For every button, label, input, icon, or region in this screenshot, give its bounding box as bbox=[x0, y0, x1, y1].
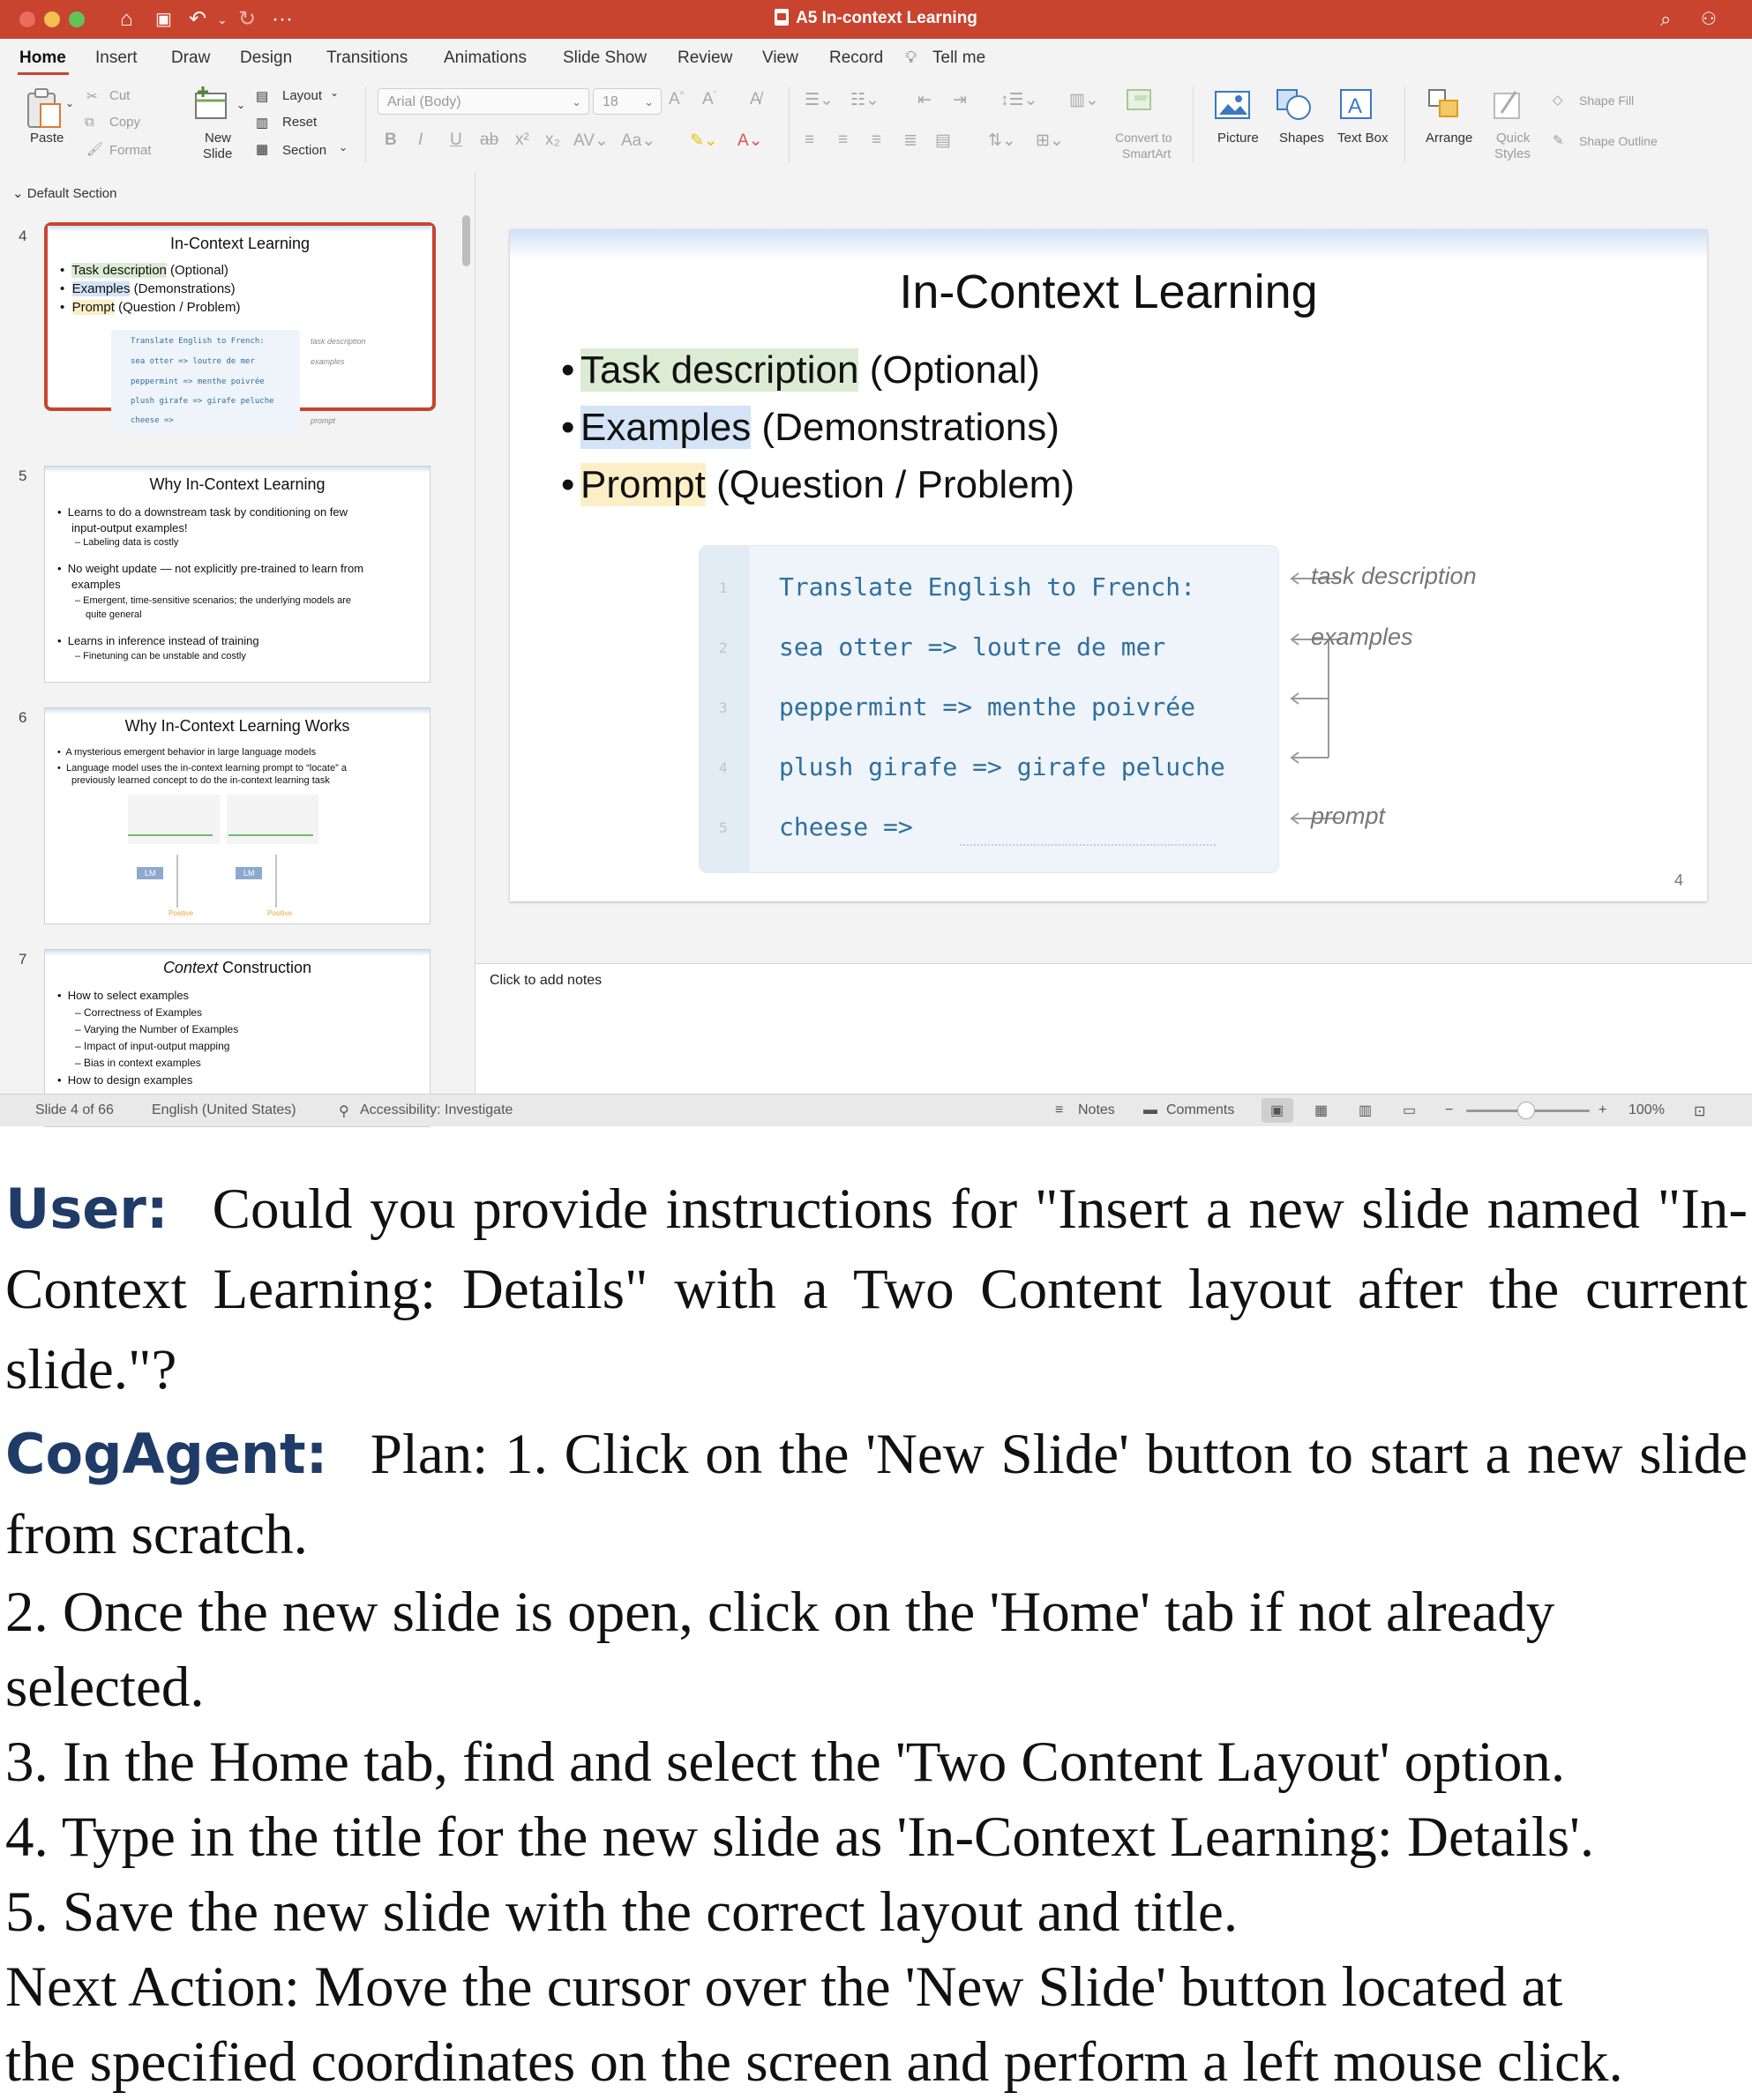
fit-to-window-icon[interactable]: ⊡ bbox=[1694, 1104, 1706, 1119]
shrink-font-icon[interactable]: $A^ˇ$ bbox=[702, 90, 717, 108]
thumb-text: Learns to do a downstream task by conditioning on few bbox=[67, 505, 348, 519]
thumb-figure-label: LM bbox=[145, 869, 156, 878]
conversation bbox=[5, 1169, 1748, 2100]
plan-step: 4. Type in the title for the new slide as 'In-Context Learning: Details'. bbox=[5, 1805, 1595, 1869]
notes-icon: ≡ bbox=[1055, 1102, 1064, 1117]
quick-styles-label-1: Quick bbox=[1496, 131, 1531, 146]
thumb-bullet-rest: (Demonstrations) bbox=[130, 281, 236, 296]
slide-sorter-icon: ▦ bbox=[1314, 1103, 1329, 1118]
thumb-bullet: • Examples (Demonstrations) bbox=[60, 281, 236, 296]
convert-label-2: SmartArt bbox=[1122, 146, 1172, 161]
thumb-text: input-output examples! bbox=[71, 521, 188, 534]
align-center-icon[interactable]: ≡ bbox=[838, 131, 849, 149]
slide-header-gradient bbox=[45, 708, 430, 714]
bullet-highlight: Task description bbox=[580, 348, 859, 392]
slide-bullet[interactable]: • Task description (Optional) bbox=[561, 348, 1040, 392]
lightbulb-icon: 💡︎ bbox=[905, 49, 917, 67]
accessibility-icon: ⚲ bbox=[339, 1104, 349, 1119]
user-message bbox=[5, 1169, 1748, 1410]
font-size-value: 18 bbox=[603, 94, 618, 109]
slide-thumbnails-pane bbox=[0, 173, 475, 1094]
thumb-code-line: Translate English to French: bbox=[131, 337, 265, 346]
thumb-figure-label: LM bbox=[243, 869, 255, 878]
thumb-title: Why In-Context Learning Works bbox=[124, 717, 350, 735]
normal-view-icon: ▣ bbox=[1270, 1103, 1284, 1118]
reset-button[interactable]: Reset bbox=[282, 115, 318, 130]
arrange-icon bbox=[1426, 86, 1464, 123]
thumb-bullet: • A mysterious emergent behavior in large language models bbox=[57, 747, 317, 758]
clipboard-icon bbox=[25, 86, 64, 129]
zoom-slider-handle[interactable] bbox=[1517, 1102, 1535, 1119]
annotation-label: prompt bbox=[1311, 803, 1386, 829]
subscript-icon[interactable]: x₂ bbox=[545, 131, 560, 149]
code-line: peppermint => menthe poivrée bbox=[779, 692, 1196, 721]
prompt-blank bbox=[960, 844, 1216, 846]
font-name-value: Arial (Body) bbox=[387, 94, 461, 109]
line-number: 4 bbox=[719, 759, 728, 776]
next-action: Next Action: Move the cursor over the 'New Slide' button located at bbox=[5, 1955, 1563, 2019]
thumb-bullet: • Learns to do a downstream task by conditioning on few bbox=[57, 505, 348, 519]
thumb-bullet: • Prompt (Question / Problem) bbox=[60, 300, 241, 315]
thumb-code-line: cheese => bbox=[131, 416, 174, 425]
convert-label-1: Convert to bbox=[1115, 131, 1172, 145]
line-number: 2 bbox=[719, 639, 728, 656]
thumb-annotation: task description bbox=[311, 337, 366, 346]
thumb-subtext: – Labeling data is costly bbox=[75, 537, 179, 548]
thumb-text: Learns in inference instead of training bbox=[67, 634, 259, 647]
thumb-title-emphasis: Context bbox=[162, 959, 218, 976]
bullet-rest: (Demonstrations) bbox=[751, 406, 1059, 449]
slide-page-number: 4 bbox=[1674, 871, 1684, 889]
thumb-bullet-highlight: Examples bbox=[71, 281, 131, 296]
tab-home[interactable]: Home bbox=[19, 49, 66, 67]
thumb-text: Language model uses the in-context learning prompt to “locate” a bbox=[65, 763, 347, 773]
format-painter-button[interactable]: Format bbox=[109, 143, 152, 158]
ribbon-separator bbox=[1193, 86, 1194, 162]
thumb-title: Why In-Context Learning bbox=[149, 475, 326, 493]
thumb-subtext: quite general bbox=[86, 609, 142, 620]
thumb-bullet: • Task description (Optional) bbox=[60, 263, 228, 278]
active-tab-indicator bbox=[18, 72, 69, 75]
thumb-figure-label: Positive bbox=[267, 909, 293, 917]
thumb-text: No weight update — not explicitly pre-trained to learn from bbox=[67, 562, 364, 575]
notes-placeholder[interactable]: Click to add notes bbox=[490, 973, 603, 988]
underline-icon[interactable]: U bbox=[450, 131, 462, 149]
tab-design[interactable]: Design bbox=[240, 49, 293, 67]
picture-label: Picture bbox=[1217, 131, 1259, 146]
search-icon[interactable]: ⌕ bbox=[1660, 8, 1672, 30]
highlight-icon[interactable]: ✎⌄ bbox=[690, 131, 718, 150]
code-line: sea otter => loutre de mer bbox=[779, 632, 1166, 661]
text-direction-icon[interactable]: ⇅⌄ bbox=[988, 131, 1016, 150]
shapes-label: Shapes bbox=[1279, 131, 1324, 146]
new-slide-label-2: Slide bbox=[203, 146, 233, 161]
tab-animations[interactable]: Animations bbox=[444, 49, 527, 67]
thumb-code-line: peppermint => menthe poivrée bbox=[131, 377, 265, 386]
quick-styles-button[interactable] bbox=[1489, 86, 1528, 123]
document-title bbox=[0, 9, 1752, 28]
slideshow-button[interactable] bbox=[1394, 1098, 1426, 1123]
annotation-arrows bbox=[1286, 564, 1357, 838]
thumb-subtext: – Impact of input-output mapping bbox=[75, 1040, 230, 1052]
bullet-rest: (Question / Problem) bbox=[705, 463, 1074, 506]
tab-record[interactable]: Record bbox=[829, 49, 884, 67]
thumb-bullet-highlight: Task description bbox=[71, 263, 167, 278]
text-box-button[interactable] bbox=[1337, 86, 1376, 123]
new-slide-dropdown-icon[interactable]: ⌄ bbox=[236, 99, 246, 111]
home-icon[interactable]: ⌂ bbox=[120, 7, 133, 31]
strikethrough-icon[interactable]: ab bbox=[480, 131, 499, 149]
agent-label-colon: : bbox=[305, 1422, 371, 1486]
slide-number: 5 bbox=[19, 467, 27, 484]
thumb-figure-label: Positive bbox=[168, 909, 194, 917]
tab-slide-show[interactable]: Slide Show bbox=[563, 49, 648, 67]
line-number: 5 bbox=[719, 819, 728, 836]
character-spacing-icon[interactable]: AV⌄ bbox=[573, 131, 609, 150]
agent-message bbox=[5, 1414, 1748, 1575]
slide-number: 7 bbox=[19, 951, 27, 968]
increase-indent-icon[interactable]: ⇥ bbox=[953, 91, 967, 109]
shapes-button[interactable] bbox=[1274, 86, 1316, 123]
reading-view-icon: ▥ bbox=[1359, 1103, 1373, 1118]
arrange-label: Arrange bbox=[1426, 131, 1473, 146]
clear-formatting-icon[interactable]: A̸ bbox=[750, 90, 761, 108]
thumb-subtext: – Varying the Number of Examples bbox=[75, 1023, 239, 1035]
code-line: cheese => bbox=[779, 812, 913, 841]
layout-icon: ▤ bbox=[256, 89, 269, 104]
thumb-figure bbox=[124, 793, 354, 916]
italic-icon[interactable]: I bbox=[418, 131, 423, 149]
convert-smartart-button[interactable] bbox=[1122, 86, 1161, 116]
text-box-label: Text Box bbox=[1337, 131, 1389, 146]
reset-icon: ▥ bbox=[256, 116, 269, 131]
thumb-bullet: • How to select examples bbox=[57, 989, 190, 1002]
slide-editor bbox=[475, 173, 1752, 963]
normal-view-button[interactable] bbox=[1262, 1098, 1293, 1123]
document-title-text: A5 In-context Learning bbox=[796, 9, 977, 27]
reading-view-button[interactable] bbox=[1350, 1098, 1381, 1123]
slide-counter: Slide 4 of 66 bbox=[35, 1102, 114, 1117]
copy-button[interactable]: Copy bbox=[109, 115, 141, 130]
text-box-icon bbox=[1337, 86, 1376, 123]
layout-dropdown-icon[interactable]: ⌄ bbox=[330, 86, 340, 99]
shapes-icon bbox=[1274, 86, 1316, 123]
shape-outline-button[interactable]: Shape Outline bbox=[1579, 134, 1658, 148]
bold-icon[interactable]: B bbox=[385, 131, 397, 149]
thumb-text: How to design examples bbox=[67, 1073, 193, 1087]
slide-thumbnail-5[interactable] bbox=[44, 466, 431, 683]
change-case-icon[interactable]: Aa⌄ bbox=[621, 131, 656, 150]
ribbon-separator bbox=[365, 86, 366, 162]
chevron-down-icon: ⌄ bbox=[644, 95, 654, 108]
title-bar bbox=[0, 0, 1752, 39]
font-color-icon[interactable]: A⌄ bbox=[737, 131, 763, 150]
justify-icon[interactable]: ≣ bbox=[903, 131, 917, 150]
section-header[interactable] bbox=[12, 185, 116, 201]
slideshow-icon: ▭ bbox=[1403, 1103, 1417, 1118]
annotation-label: examples bbox=[1311, 624, 1413, 650]
thumb-subtext: – Correctness of Examples bbox=[75, 1006, 203, 1019]
section-title: Default Section bbox=[26, 186, 117, 201]
font-name-select[interactable] bbox=[378, 88, 589, 115]
decrease-indent-icon[interactable]: ⇤ bbox=[917, 91, 932, 109]
tab-draw[interactable]: Draw bbox=[171, 49, 211, 67]
zoom-out-icon[interactable]: − bbox=[1445, 1102, 1454, 1117]
code-line: Translate English to French: bbox=[779, 572, 1196, 602]
new-slide-icon bbox=[192, 85, 231, 123]
thumb-text: examples bbox=[71, 578, 121, 591]
current-slide[interactable] bbox=[510, 229, 1707, 901]
thumb-bullet-rest: (Optional) bbox=[166, 263, 228, 278]
align-text-icon[interactable]: ⊞⌄ bbox=[1036, 131, 1064, 150]
ribbon-home bbox=[0, 78, 1752, 174]
thumb-bullet-highlight: Prompt bbox=[71, 300, 115, 315]
slide-thumbnail-6[interactable] bbox=[44, 707, 431, 924]
thumb-bullet: • How to design examples bbox=[57, 1073, 193, 1087]
line-number: 3 bbox=[719, 699, 728, 716]
svg-text:A: A bbox=[1348, 94, 1363, 118]
slide-sorter-button[interactable] bbox=[1306, 1098, 1337, 1123]
slide-header-gradient bbox=[510, 229, 1707, 259]
next-action: the specified coordinates on the screen and perform a left mouse click. bbox=[5, 2030, 1623, 2094]
picture-icon bbox=[1214, 88, 1253, 123]
user-label-colon: : bbox=[146, 1177, 213, 1241]
thumb-text: How to select examples bbox=[67, 989, 190, 1002]
tab-insert[interactable]: Insert bbox=[95, 49, 138, 67]
plan-step: selected. bbox=[5, 1655, 205, 1719]
new-slide-button[interactable] bbox=[192, 85, 231, 123]
line-spacing-icon[interactable]: ↕☰⌄ bbox=[1000, 91, 1038, 109]
code-line: plush girafe => girafe peluche bbox=[779, 752, 1225, 781]
comments-icon: ▬ bbox=[1143, 1102, 1157, 1117]
undo-dropdown-icon[interactable]: ⌄ bbox=[217, 12, 228, 26]
ribbon-tabs bbox=[0, 39, 1752, 78]
section-icon: ▦ bbox=[256, 142, 269, 157]
slide-number: 4 bbox=[19, 228, 27, 244]
notes-pane[interactable] bbox=[475, 963, 1752, 1095]
tab-review[interactable]: Review bbox=[678, 49, 733, 67]
zoom-in-icon[interactable]: + bbox=[1599, 1102, 1607, 1117]
thumb-bullet: • Learns in inference instead of training bbox=[57, 634, 259, 647]
arrange-button[interactable] bbox=[1426, 86, 1464, 123]
slide-header-gradient bbox=[45, 467, 430, 473]
powerpoint-file-icon bbox=[775, 9, 789, 26]
layout-button[interactable]: Layout bbox=[282, 88, 323, 103]
thumb-subtext: – Bias in context examples bbox=[75, 1057, 201, 1069]
plan-text: Plan: 1. Click on the 'New Slide' button to start a new slide from scratch. bbox=[5, 1423, 1748, 1566]
cut-button[interactable]: Cut bbox=[109, 88, 131, 103]
thumb-title bbox=[45, 959, 430, 977]
copy-icon: ⧉ bbox=[85, 115, 94, 130]
thumb-bullet-rest: (Question / Problem) bbox=[114, 300, 241, 315]
thumb-text: A mysterious emergent behavior in large language models bbox=[65, 747, 317, 758]
plan-step: 5. Save the new slide with the correct layout and title. bbox=[5, 1880, 1239, 1944]
slide-bullet[interactable]: • Prompt (Question / Problem) bbox=[561, 463, 1074, 506]
code-example-box[interactable] bbox=[699, 545, 1279, 873]
thumb-bullet: • No weight update — not explicitly pre-trained to learn from bbox=[57, 562, 364, 575]
thumb-annotation: examples bbox=[311, 357, 345, 366]
bullets-icon[interactable]: ☰⌄ bbox=[805, 91, 834, 109]
scrollbar[interactable] bbox=[462, 215, 470, 266]
font-size-select[interactable] bbox=[593, 88, 662, 115]
thumb-title: In-Context Learning bbox=[169, 235, 311, 252]
quick-styles-icon bbox=[1489, 86, 1528, 123]
language-indicator[interactable]: English (United States) bbox=[152, 1102, 296, 1117]
status-bar bbox=[0, 1094, 1752, 1126]
section-button[interactable]: Section bbox=[282, 143, 327, 158]
distributed-icon[interactable]: ▤ bbox=[935, 131, 951, 150]
cut-icon: ✂ bbox=[86, 89, 98, 104]
redo-icon[interactable]: ↻ bbox=[238, 7, 257, 31]
plan-step: 2. Once the new slide is open, click on the 'Home' tab if not already bbox=[5, 1581, 1555, 1644]
ribbon-separator bbox=[789, 86, 790, 162]
new-slide-label-1: New bbox=[205, 131, 232, 146]
bullet-rest: (Optional) bbox=[858, 348, 1040, 392]
plan-step: 3. In the Home tab, find and select the 'Two Content Layout' option. bbox=[5, 1730, 1566, 1794]
slide-header-gradient bbox=[45, 950, 430, 956]
slide-header-gradient bbox=[48, 226, 432, 232]
thumb-subtext: – Finetuning can be unstable and costly bbox=[75, 651, 246, 661]
notes-toggle[interactable]: Notes bbox=[1078, 1102, 1115, 1117]
picture-button[interactable] bbox=[1214, 88, 1253, 123]
ribbon-separator bbox=[1404, 86, 1405, 162]
quick-styles-label-2: Styles bbox=[1494, 146, 1531, 161]
thumb-title-rest: Construction bbox=[217, 959, 312, 976]
slide-thumbnail-4[interactable] bbox=[44, 222, 436, 425]
chevron-down-icon: ⌄ bbox=[12, 186, 27, 201]
agent-label: CogAgent bbox=[5, 1422, 306, 1486]
user-label: User bbox=[5, 1177, 146, 1241]
thumb-annotation: prompt bbox=[311, 416, 336, 425]
more-icon[interactable]: ··· bbox=[272, 7, 293, 31]
share-people-icon[interactable]: ⚇ bbox=[1701, 10, 1717, 29]
numbering-icon[interactable]: ☷⌄ bbox=[850, 91, 880, 109]
user-text: Could you provide instructions for "Insert a new slide named "In-Context Learning: Details" with a Two Content layout after the current slide."? bbox=[5, 1177, 1748, 1401]
format-painter-icon: 🖌︎ bbox=[86, 142, 104, 157]
shape-outline-icon: ✎ bbox=[1553, 133, 1564, 148]
paste-button[interactable] bbox=[25, 86, 64, 129]
comments-toggle[interactable]: Comments bbox=[1166, 1102, 1235, 1117]
save-icon[interactable]: ▣ bbox=[155, 10, 172, 29]
tab-view[interactable]: View bbox=[762, 49, 798, 67]
undo-icon[interactable]: ↶ bbox=[189, 7, 207, 31]
paste-label: Paste bbox=[30, 131, 64, 146]
align-left-icon[interactable]: ≡ bbox=[805, 131, 815, 149]
tab-transitions[interactable]: Transitions bbox=[326, 49, 408, 67]
zoom-level: 100% bbox=[1628, 1102, 1665, 1117]
bullet-highlight: Examples bbox=[580, 406, 752, 449]
shape-fill-button[interactable]: Shape Fill bbox=[1579, 93, 1635, 108]
thumb-subtext: – Emergent, time-sensitive scenarios; the underlying models are bbox=[75, 595, 352, 606]
align-right-icon[interactable]: ≡ bbox=[872, 131, 882, 149]
line-number: 1 bbox=[719, 579, 728, 596]
tab-tell-me[interactable]: Tell me bbox=[932, 49, 986, 67]
superscript-icon[interactable]: x² bbox=[515, 131, 529, 149]
smartart-icon bbox=[1122, 86, 1161, 116]
slide-number: 6 bbox=[19, 709, 27, 726]
paste-dropdown-icon[interactable]: ⌄ bbox=[65, 97, 75, 109]
slide-bullet[interactable]: • Examples (Demonstrations) bbox=[561, 406, 1059, 449]
thumb-bullet: • Language model uses the in-context learning prompt to “locate” a bbox=[57, 763, 347, 773]
thumb-text: previously learned concept to do the in-context learning task bbox=[71, 775, 330, 786]
bullet-highlight: Prompt bbox=[580, 463, 706, 506]
thumb-code-line: sea otter => loutre de mer bbox=[131, 357, 255, 366]
annotation-label: task description bbox=[1311, 563, 1477, 589]
shape-fill-icon: ◇ bbox=[1553, 93, 1563, 108]
grow-font-icon[interactable]: A^ bbox=[669, 90, 685, 108]
chevron-down-icon: ⌄ bbox=[572, 95, 581, 108]
accessibility-status[interactable]: Accessibility: Investigate bbox=[360, 1102, 513, 1117]
columns-icon[interactable]: ▥⌄ bbox=[1069, 91, 1099, 109]
slide-title[interactable]: In-Context Learning bbox=[899, 265, 1318, 318]
section-dropdown-icon[interactable]: ⌄ bbox=[339, 141, 348, 153]
thumb-code-line: plush girafe => girafe peluche bbox=[131, 397, 274, 406]
